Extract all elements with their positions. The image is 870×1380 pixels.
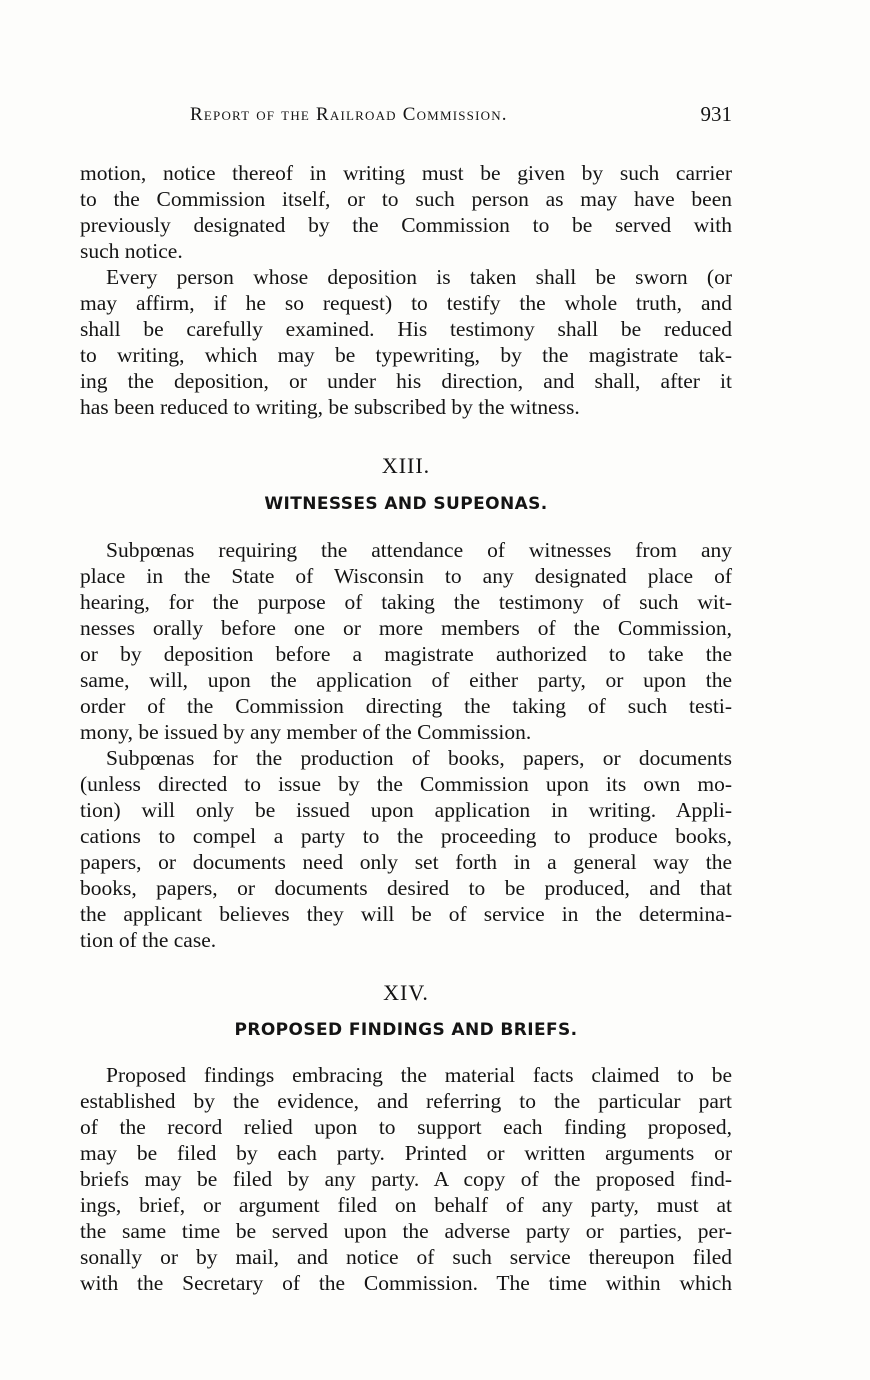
text-line: or by deposition before a magistrate authorized to take the (80, 642, 732, 666)
text-line: may affirm, if he so request) to testify the whole truth, and (80, 291, 732, 315)
paragraph-subpoenas-attendance (80, 537, 732, 745)
text-line: Proposed findings embracing the material facts claimed to be (106, 1063, 732, 1087)
text-line: ing the deposition, or under his direction, and shall, after it (80, 369, 732, 393)
text-line: mony, be issued by any member of the Commission. (80, 720, 532, 744)
text-line: the applicant believes they will be of service in the determina- (80, 902, 732, 926)
text-line: established by the evidence, and referring to the particular part (80, 1089, 732, 1113)
text-line: with the Secretary of the Commission. The time within which (80, 1271, 732, 1295)
running-title: Report of the Railroad Commission. (190, 104, 508, 125)
text-line: nesses orally before one or more members of the Commission, (80, 616, 732, 640)
text-line: papers, or documents need only set forth in a general way the (80, 850, 732, 874)
section-number-xiii: XIII. (381, 453, 431, 478)
text-line: cations to compel a party to the proceeding to produce books, (80, 824, 732, 848)
text-line: to the Commission itself, or to such person as may have been (80, 187, 732, 211)
text-line: tion) will only be issued upon application in writing. Appli- (80, 798, 732, 822)
text-line: may be filed by each party. Printed or written arguments or (80, 1141, 732, 1165)
section-number-xiv: XIV. (383, 980, 429, 1005)
text-line: same, will, upon the application of either party, or upon the (80, 668, 732, 692)
text-line: to writing, which may be typewriting, by the magistrate tak- (80, 343, 732, 367)
paragraph-subpoenas-production (80, 745, 732, 953)
text-line: sonally or by mail, and notice of such service thereupon filed (80, 1245, 732, 1269)
text-line: such notice. (80, 239, 183, 263)
running-header (80, 104, 732, 132)
text-line: of the record relied upon to support each finding proposed, (80, 1115, 732, 1139)
text-line: shall be carefully examined. His testimony shall be reduced (80, 317, 732, 341)
text-line: previously designated by the Commission to be served with (80, 213, 732, 237)
page-number: 931 (700, 102, 732, 126)
text-line: the same time be served upon the adverse party or parties, per- (80, 1219, 732, 1243)
text-line: Every person whose deposition is taken shall be sworn (or (106, 265, 732, 289)
text-line: place in the State of Wisconsin to any designated place of (80, 564, 732, 588)
section-title-findings: PROPOSED FINDINGS AND BRIEFS. (234, 1020, 578, 1040)
text-line: briefs may be filed by any party. A copy of the proposed find- (80, 1167, 732, 1191)
text-line: order of the Commission directing the taking of such testi- (80, 694, 732, 718)
text-line: has been reduced to writing, be subscribed by the witness. (80, 395, 580, 419)
paragraph-deposition (80, 264, 732, 420)
text-line: motion, notice thereof in writing must be given by such carrier (80, 161, 732, 185)
text-line: books, papers, or documents desired to be produced, and that (80, 876, 732, 900)
text-line: hearing, for the purpose of taking the testimony of such wit- (80, 590, 732, 614)
paragraph-continuation (80, 160, 732, 264)
text-line: ings, brief, or argument filed on behalf of any party, must at (80, 1193, 732, 1217)
paragraph-proposed-findings (80, 1062, 732, 1296)
text-line: (unless directed to issue by the Commission upon its own mo- (80, 772, 732, 796)
text-line: Subpœnas for the production of books, papers, or documents (106, 746, 732, 770)
section-title-witnesses: WITNESSES AND SUPEONAS. (264, 494, 548, 514)
text-line: Subpœnas requiring the attendance of witnesses from any (106, 538, 732, 562)
text-line: tion of the case. (80, 928, 217, 952)
